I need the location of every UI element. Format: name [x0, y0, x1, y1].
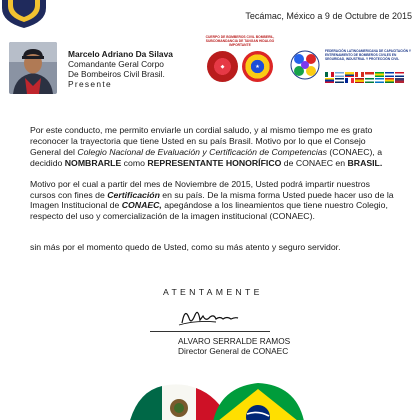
college-name: Colegio Nacional de Evaluación y Certificación de Competencias: [77, 146, 327, 157]
fire-department-logo-caption: CUERPO DE BOMBEROS CIVIL BOMBERIL, SUBCOMANDANCIA DE TANGAN HIDALGO IMPORTANTE: [205, 35, 275, 47]
mini-flag-icon: [395, 72, 404, 77]
civil-protection-seal-icon: ★: [242, 51, 273, 82]
recipient-photo: [9, 42, 57, 94]
mini-flag-icon: [365, 78, 374, 83]
recipient-title-line-1: Comandante Geral Corpo: [68, 59, 164, 69]
recipient-block: [68, 49, 173, 89]
conaec-name: CONAEC,: [121, 200, 162, 211]
recipient-name: Marcelo Adriano Da Silava: [68, 49, 173, 59]
paragraph-1-text: (CONAEC), a decidido: [30, 146, 383, 168]
country-name: BRASIL.: [347, 157, 383, 168]
paragraph-1-text: como: [121, 157, 148, 168]
mini-flag-icon: [335, 78, 344, 83]
signer-block: [178, 336, 290, 356]
mini-flag-icon: [355, 72, 364, 77]
signer-name: ALVARO SERRALDE RAMOS: [178, 336, 291, 346]
mini-flag-icon: [365, 72, 374, 77]
brazil-flag-icon: [212, 381, 304, 420]
recipient-title-line-2: De Bombeiros Civil Brasil.: [68, 69, 165, 79]
paragraph-2: [30, 179, 394, 223]
mini-flag-icon: [375, 78, 384, 83]
mini-flag-icon: [325, 78, 334, 83]
fire-department-logo: [202, 36, 278, 86]
paragraph-2-text: Motivo por el cual a partir del mes de Noviembre de 2015, Usted podrá impartir nuestros cursos con fines de: [30, 178, 370, 200]
paragraph-3: sin más por el momento quedo de Usted, como su más atento y seguro servidor.: [30, 242, 341, 253]
federation-flag-row: [325, 72, 411, 83]
signature-line: [150, 331, 270, 332]
letter-body: [30, 125, 394, 253]
mini-flag-icon: [375, 72, 384, 77]
mini-flag-icon: [345, 72, 354, 77]
federation-globe-icon: [290, 50, 320, 80]
signer-title: Director General de CONAEC: [178, 346, 289, 356]
federation-caption: FEDERACIÓN LATINOAMERICANA DE CAPACITACIÓN Y ENTRENAMIENTO DE BOMBEROS CIVILES EN SEGURIDAD, INDUSTRIAL Y PROTECCIÓN CIVIL: [325, 49, 412, 61]
federation-logo: [285, 46, 415, 88]
signature: [176, 303, 242, 329]
mini-flag-icon: [385, 72, 394, 77]
mini-flag-icon: [395, 78, 404, 83]
paragraph-2-text: en su país. De la misma forma Usted puede hacer uso de la Imagen Institucional de: [30, 189, 394, 211]
mini-flag-icon: [325, 72, 334, 77]
presente-label: Presente: [68, 79, 112, 89]
mini-flag-icon: [355, 78, 364, 83]
date-line: Tecámac, México a 9 de Octubre de 2015: [245, 11, 412, 21]
paragraph-1: [30, 125, 394, 169]
honorary-title: REPRESENTANTE HONORÍFICO: [147, 157, 282, 168]
mini-flag-icon: [345, 78, 354, 83]
appointment-verb: NOMBRARLE: [64, 157, 122, 168]
paragraph-2-text: apegándose a los lineamientos que tiene nuestro Colegio, respecto del uso y comercialización de la imagen institucional (CONAEC).: [30, 200, 388, 222]
fire-department-seal-icon: ◆: [207, 51, 238, 82]
mini-flag-icon: [335, 72, 344, 77]
mini-flag-icon: [385, 78, 394, 83]
institution-shield-icon: [0, 0, 48, 28]
paragraph-1-text: Por este conducto, me permito enviarle un cordial saludo, y al mismo tiempo me es grato reconocer la trayectoria que tiene Usted en su país Brasil. Motivo por lo que el Consejo General del: [30, 125, 373, 157]
certification-term: Certificación: [107, 189, 160, 200]
paragraph-1-text: de CONAEC en: [281, 157, 348, 168]
closing-salutation: ATENTAMENTE: [163, 287, 263, 297]
